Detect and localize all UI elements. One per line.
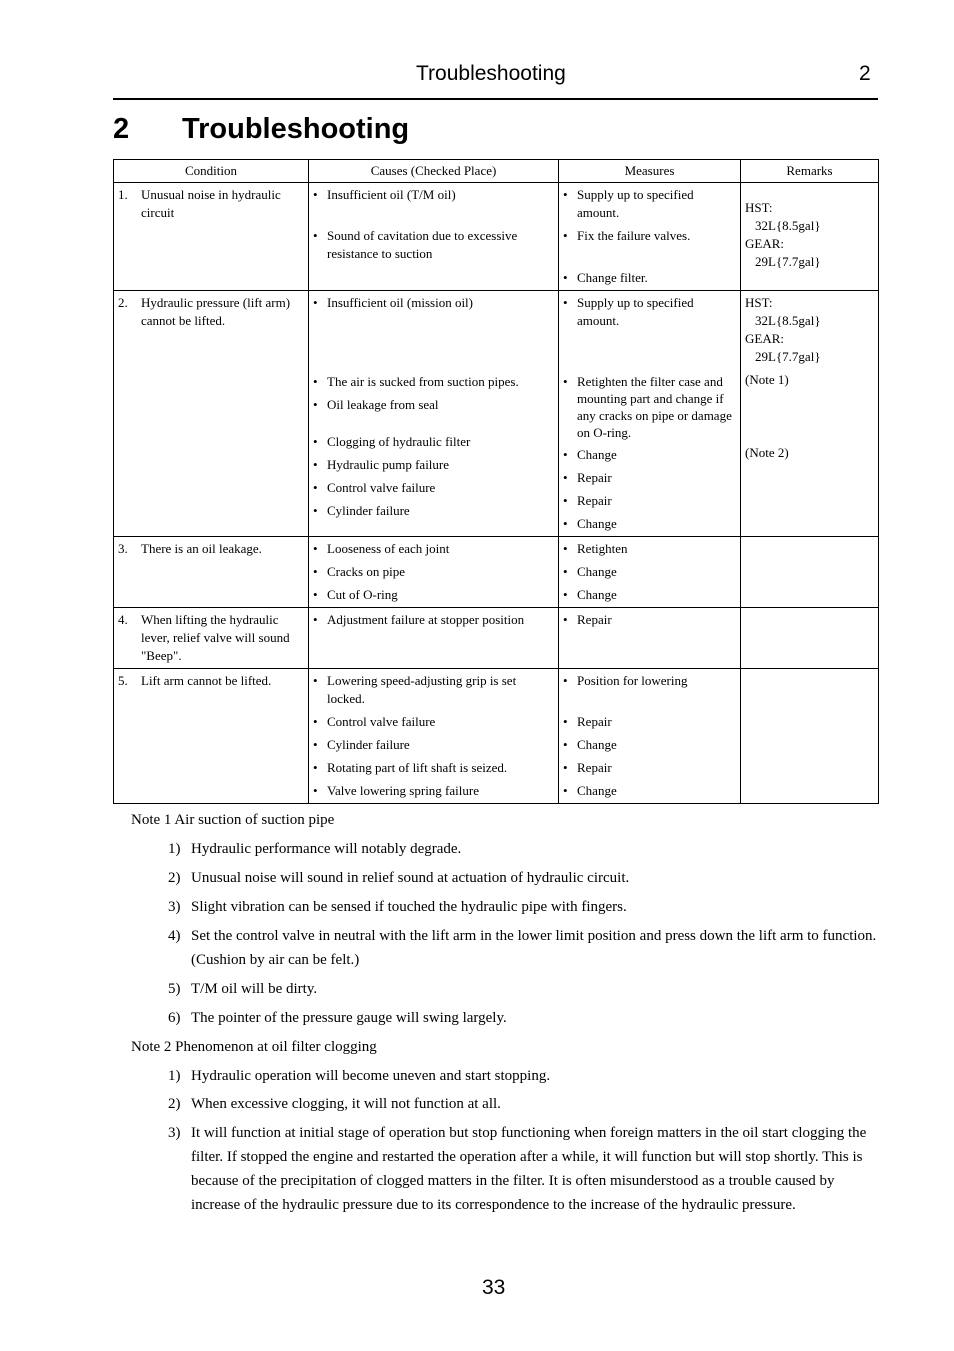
causes-cell	[309, 183, 559, 291]
measure-item: Change	[577, 447, 617, 462]
remarks-cell	[741, 608, 879, 669]
bullet: •	[563, 564, 568, 579]
remarks-cell	[741, 669, 879, 804]
causes-cell	[309, 608, 559, 669]
measure-item: Retighten the filter case and mounting part and change if any cracks on pipe or damage on O-ring.	[577, 374, 732, 440]
cause-item: Cylinder failure	[327, 503, 410, 518]
cause-item: The air is sucked from suction pipes.	[327, 374, 519, 389]
col-header-causes: Causes (Checked Place)	[309, 160, 559, 183]
item-text: It will function at initial stage of operation but stop functioning when foreign matters in the oil start clogging the filter. If stopped the engine and restarted the operation after a while, it will function but will stop shortly. This is because of the precipitation of clogged matters in the filter. It is often misunderstood as a trouble caused by increase of the hydraulic pressure due to its correspondence to the increase of the hydraulic pressure.	[191, 1125, 867, 1213]
item-number: 5)	[168, 981, 181, 997]
item-number: 2)	[168, 1096, 181, 1112]
bullet: •	[563, 714, 568, 729]
item-text: Set the control valve in neutral with the lift arm in the lower limit position and press down the lift arm to function. (Cushion by air can be felt.)	[191, 928, 877, 968]
note-item	[168, 866, 878, 890]
row-number: 4.	[118, 612, 128, 627]
bullet: •	[563, 673, 568, 688]
item-text: The pointer of the pressure gauge will swing largely.	[191, 1010, 507, 1026]
remark-line: 32L{8.5gal}	[755, 313, 821, 328]
bullet: •	[313, 228, 318, 243]
bullet: •	[563, 270, 568, 285]
measures-cell	[559, 291, 741, 537]
cause-item: Cylinder failure	[327, 737, 410, 752]
remark-line: GEAR:	[745, 236, 784, 251]
measure-item: Repair	[577, 714, 612, 729]
note-item	[168, 924, 878, 972]
condition-text: Unusual noise in hydraulic circuit	[141, 187, 281, 220]
note-item	[168, 1092, 878, 1116]
row-number: 3.	[118, 541, 128, 556]
bullet: •	[313, 480, 318, 495]
running-header-title: Troubleshooting	[416, 62, 566, 85]
condition-text: Lift arm cannot be lifted.	[141, 673, 272, 688]
cause-item: Hydraulic pump failure	[327, 457, 450, 472]
note-item	[168, 895, 878, 919]
col-header-remarks: Remarks	[741, 160, 879, 183]
remark-line: HST:	[745, 200, 773, 215]
remarks-cell	[741, 183, 879, 291]
item-text: Unusual noise will sound in relief sound at actuation of hydraulic circuit.	[191, 870, 630, 886]
causes-cell	[309, 291, 559, 537]
item-number: 3)	[168, 1125, 181, 1141]
item-number: 1)	[168, 1068, 181, 1084]
bullet: •	[313, 783, 318, 798]
item-number: 4)	[168, 928, 181, 944]
cause-item: Adjustment failure at stopper position	[327, 612, 525, 627]
table-row	[114, 669, 879, 804]
condition-cell	[114, 183, 309, 291]
remarks-cell	[741, 291, 879, 537]
bullet: •	[563, 516, 568, 531]
bullet: •	[563, 447, 568, 462]
item-text: Slight vibration can be sensed if touched the hydraulic pipe with fingers.	[191, 899, 627, 915]
measure-item: Change	[577, 783, 617, 798]
bullet: •	[313, 714, 318, 729]
cause-item: Cracks on pipe	[327, 564, 405, 579]
note-item	[168, 1121, 878, 1217]
bullet: •	[313, 457, 318, 472]
cause-item: Rotating part of lift shaft is seized.	[327, 760, 508, 775]
troubleshooting-table	[113, 159, 879, 804]
bullet: •	[313, 760, 318, 775]
condition-cell	[114, 537, 309, 608]
measure-item: Change	[577, 516, 617, 531]
bullet: •	[563, 187, 568, 202]
col-header-condition: Condition	[114, 160, 309, 183]
remark-line: HST:	[745, 295, 773, 310]
measure-item: Fix the failure valves.	[577, 228, 691, 243]
section-title: Troubleshooting	[182, 113, 410, 145]
note-item	[168, 977, 878, 1001]
note-item	[168, 1006, 878, 1030]
bullet: •	[313, 737, 318, 752]
condition-cell	[114, 669, 309, 804]
bullet: •	[313, 587, 318, 602]
bullet: •	[313, 295, 318, 310]
table-row	[114, 608, 879, 669]
bullet: •	[313, 187, 318, 202]
row-number: 5.	[118, 673, 128, 688]
remark-line: 32L{8.5gal}	[755, 218, 821, 233]
bullet: •	[313, 374, 318, 389]
condition-text: When lifting the hydraulic lever, relief valve will sound "Beep".	[141, 612, 290, 663]
remark-line: GEAR:	[745, 331, 784, 346]
bullet: •	[313, 434, 318, 449]
item-number: 2)	[168, 870, 181, 886]
bullet: •	[563, 587, 568, 602]
item-text: When excessive clogging, it will not function at all.	[191, 1096, 501, 1112]
item-number: 3)	[168, 899, 181, 915]
item-text: Hydraulic operation will become uneven and start stopping.	[191, 1068, 551, 1084]
remark-note-ref: (Note 2)	[745, 445, 789, 460]
measure-item: Supply up to specified amount.	[577, 187, 694, 220]
bullet: •	[313, 564, 318, 579]
note2-title: Note 2 Phenomenon at oil filter clogging	[131, 1039, 377, 1055]
measure-item: Position for lowering	[577, 673, 688, 688]
header-rule	[113, 98, 878, 100]
note-item	[168, 837, 878, 861]
cause-item: Valve lowering spring failure	[327, 783, 479, 798]
causes-cell	[309, 537, 559, 608]
item-text: T/M oil will be dirty.	[191, 981, 318, 997]
bullet: •	[563, 374, 568, 389]
measure-item: Repair	[577, 470, 612, 485]
cause-item: Clogging of hydraulic filter	[327, 434, 471, 449]
measures-cell	[559, 183, 741, 291]
bullet: •	[313, 673, 318, 688]
condition-text: There is an oil leakage.	[141, 541, 262, 556]
item-number: 1)	[168, 841, 181, 857]
row-number: 1.	[118, 187, 128, 202]
cause-item: Looseness of each joint	[327, 541, 450, 556]
note-item	[168, 1064, 878, 1088]
measures-cell	[559, 669, 741, 804]
col-header-measures: Measures	[559, 160, 741, 183]
measures-cell	[559, 537, 741, 608]
cause-item: Oil leakage from seal	[327, 397, 439, 412]
measure-item: Repair	[577, 612, 612, 627]
cause-item: Lowering speed-adjusting grip is set locked.	[327, 673, 517, 706]
bullet: •	[563, 228, 568, 243]
cause-item: Insufficient oil (T/M oil)	[327, 187, 456, 202]
measure-item: Repair	[577, 760, 612, 775]
measure-item: Change	[577, 587, 617, 602]
remark-line: 29L{7.7gal}	[755, 254, 821, 269]
condition-text: Hydraulic pressure (lift arm) cannot be lifted.	[141, 295, 291, 328]
measures-cell	[559, 608, 741, 669]
condition-cell	[114, 608, 309, 669]
bullet: •	[563, 612, 568, 627]
bullet: •	[313, 541, 318, 556]
measure-item: Change	[577, 564, 617, 579]
cause-item: Control valve failure	[327, 480, 436, 495]
remark-line: 29L{7.7gal}	[755, 349, 821, 364]
measure-item: Repair	[577, 493, 612, 508]
measure-item: Change filter.	[577, 270, 648, 285]
item-text: Hydraulic performance will notably degrade.	[191, 841, 462, 857]
table-row	[114, 537, 879, 608]
bullet: •	[313, 397, 318, 412]
section-number: 2	[113, 113, 130, 145]
condition-cell	[114, 291, 309, 537]
measure-item: Change	[577, 737, 617, 752]
bullet: •	[563, 470, 568, 485]
cause-item: Sound of cavitation due to excessive resistance to suction	[327, 228, 518, 261]
bullet: •	[563, 295, 568, 310]
page-number: 33	[482, 1276, 506, 1299]
causes-cell	[309, 669, 559, 804]
bullet: •	[563, 783, 568, 798]
bullet: •	[313, 503, 318, 518]
measure-item: Supply up to specified amount.	[577, 295, 694, 328]
item-number: 6)	[168, 1010, 181, 1026]
bullet: •	[313, 612, 318, 627]
bullet: •	[563, 493, 568, 508]
bullet: •	[563, 737, 568, 752]
running-header-chapter: 2	[859, 62, 871, 85]
bullet: •	[563, 760, 568, 775]
remarks-cell	[741, 537, 879, 608]
note1-title: Note 1 Air suction of suction pipe	[131, 812, 335, 828]
table-row	[114, 183, 879, 291]
table-header-row	[114, 160, 879, 183]
cause-item: Control valve failure	[327, 714, 436, 729]
table-row	[114, 291, 879, 537]
cause-item: Cut of O-ring	[327, 587, 398, 602]
cause-item: Insufficient oil (mission oil)	[327, 295, 473, 310]
measure-item: Retighten	[577, 541, 628, 556]
bullet: •	[563, 541, 568, 556]
remark-note-ref: (Note 1)	[745, 372, 789, 387]
row-number: 2.	[118, 295, 128, 310]
